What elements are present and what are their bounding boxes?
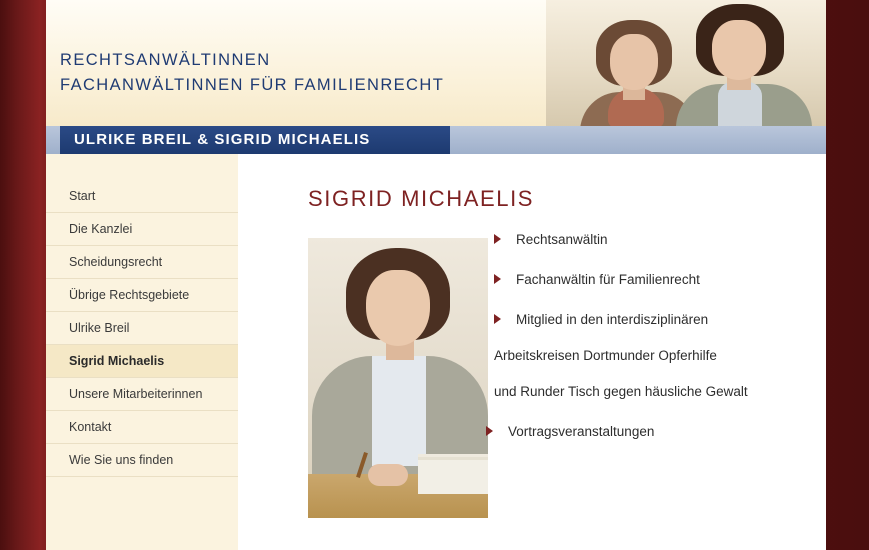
header-title [60, 48, 444, 98]
list-item [494, 270, 804, 290]
name-banner-text: ULRIKE BREIL & SIGRID MICHAELIS [74, 131, 371, 148]
name-banner-bar [46, 126, 826, 154]
portrait-photo [308, 238, 488, 518]
sidebar-item-kontakt[interactable]: Kontakt [46, 411, 238, 444]
list-item-text: Fachanwältin für Familienrecht [516, 272, 700, 287]
page-title: SIGRID MICHAELIS [308, 186, 535, 211]
site-header [46, 0, 826, 126]
list-item [494, 310, 804, 402]
header-title-line1: RECHTSANWÄLTINNEN [60, 51, 271, 69]
arrow-right-icon [486, 426, 493, 436]
sidebar-item-ulrike-breil[interactable]: Ulrike Breil [46, 312, 238, 345]
sidebar-item-sigrid-michaelis[interactable]: Sigrid Michaelis [46, 345, 238, 378]
sidebar-item-start[interactable]: Start [46, 180, 238, 213]
arrow-right-icon [494, 234, 501, 244]
sidebar-item-scheidungsrecht[interactable]: Scheidungsrecht [46, 246, 238, 279]
list-item-text: Mitglied in den interdisziplinären [516, 312, 709, 327]
sidebar-item-die-kanzlei[interactable]: Die Kanzlei [46, 213, 238, 246]
header-photo-person-right [674, 4, 814, 126]
header-title-line2: FACHANWÄLTINNEN FÜR FAMILIENRECHT [60, 76, 445, 94]
list-item-text-line3: und Runder Tisch gegen häusliche Gewalt [494, 384, 748, 399]
sidebar-item-wie-sie-uns-finden[interactable]: Wie Sie uns finden [46, 444, 238, 477]
sidebar-item-unsere-mitarbeiterinnen[interactable]: Unsere Mitarbeiterinnen [46, 378, 238, 411]
arrow-right-icon [494, 274, 501, 284]
arrow-right-icon [494, 314, 501, 324]
list-item-text-line2: Arbeitskreisen Dortmunder Opferhilfe [494, 348, 717, 363]
name-banner-plate [60, 126, 450, 154]
sidebar-item-uebrige-rechtsgebiete[interactable]: Übrige Rechtsgebiete [46, 279, 238, 312]
list-item [494, 422, 804, 442]
list-item-text: Rechtsanwältin [516, 232, 608, 247]
qualification-list [494, 230, 804, 462]
body-area [46, 154, 826, 550]
sidebar [46, 154, 239, 550]
sidebar-nav [46, 180, 238, 477]
header-photo [546, 0, 826, 126]
list-item [494, 230, 804, 250]
content-inner [262, 154, 812, 550]
site-frame [46, 0, 826, 550]
content-area [238, 154, 826, 550]
list-item-text: Vortragsveranstaltungen [508, 424, 655, 439]
